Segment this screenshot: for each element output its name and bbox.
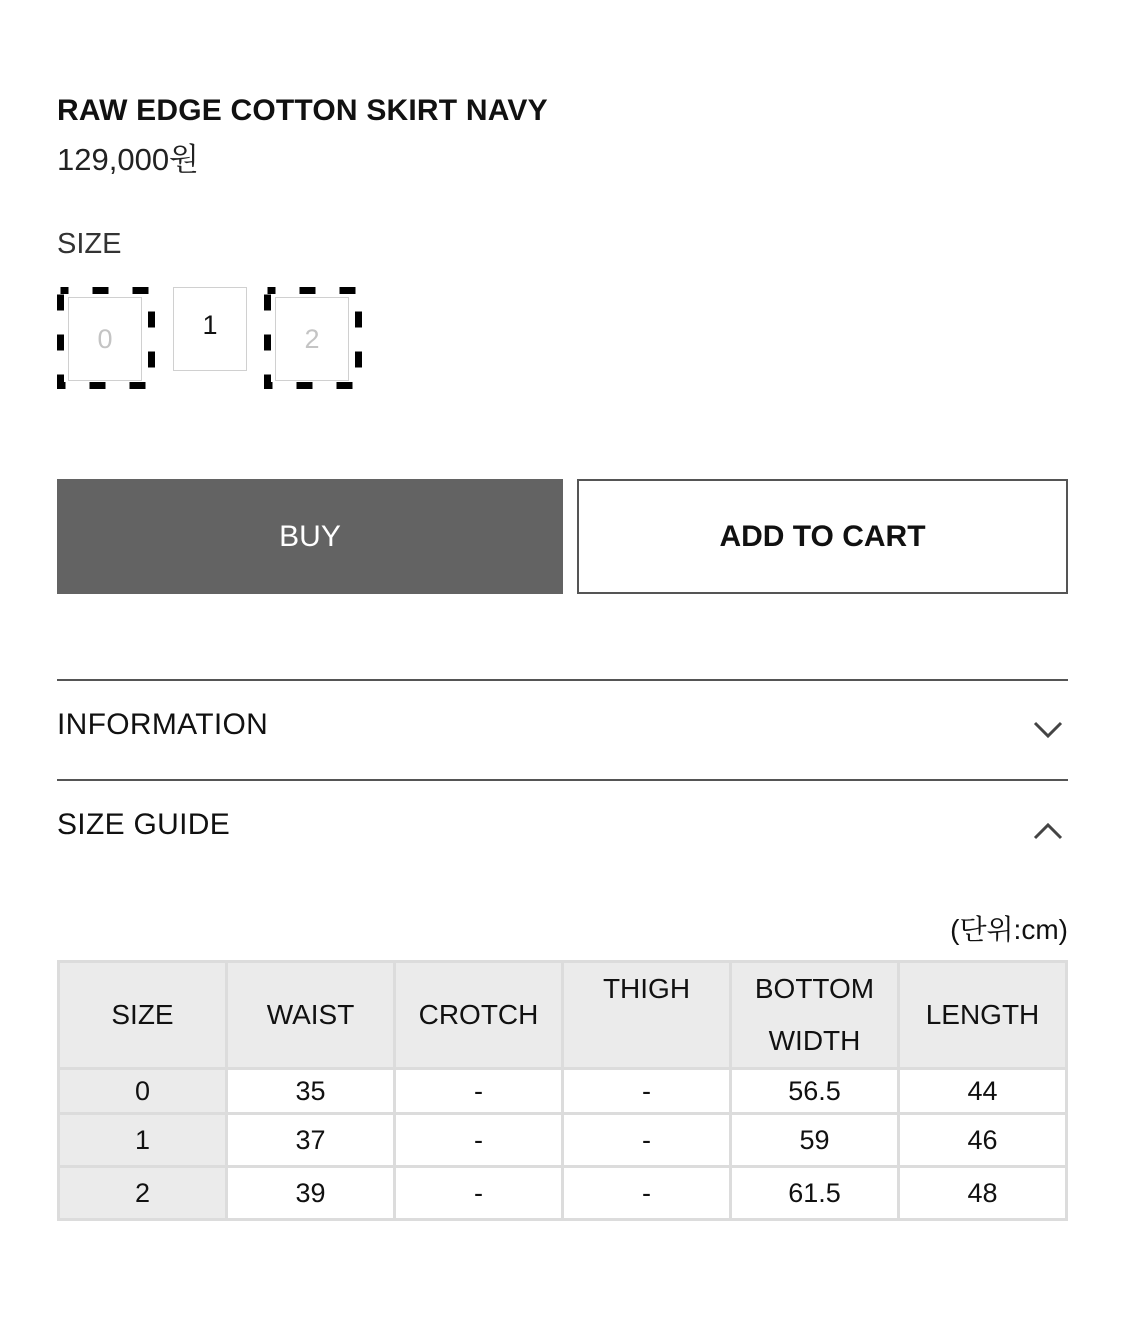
- accordion-information[interactable]: [57, 708, 1068, 798]
- column-header: CROTCH: [395, 962, 563, 1069]
- column-header-line: BOTTOM: [754, 973, 875, 1004]
- table-cell: -: [563, 1114, 731, 1167]
- table-header-row: [59, 962, 1067, 1069]
- unit-note: (단위:cm): [950, 914, 1068, 945]
- table-cell: 2: [59, 1167, 227, 1220]
- size-option-label: 0: [97, 323, 113, 354]
- column-header: THIGH: [563, 962, 731, 1069]
- chevron-down-icon: [1032, 718, 1064, 745]
- divider: [57, 779, 1068, 781]
- size-option-0[interactable]: [68, 297, 142, 381]
- table-cell: 61.5: [731, 1167, 899, 1220]
- table-row: [59, 1114, 1067, 1167]
- column-header: WAIST: [227, 962, 395, 1069]
- table-cell: 0: [59, 1069, 227, 1114]
- table-row: [59, 1167, 1067, 1220]
- column-header: LENGTH: [899, 962, 1067, 1069]
- size-option-label: 1: [202, 310, 218, 340]
- product-name: RAW EDGE COTTON SKIRT NAVY: [57, 94, 548, 127]
- column-header: [731, 962, 899, 1069]
- size-option-1[interactable]: [173, 287, 247, 371]
- size-selector-label: SIZE: [57, 228, 122, 260]
- add-to-cart-button[interactable]: ADD TO CART: [577, 479, 1068, 594]
- table-cell: 39: [227, 1167, 395, 1220]
- accordion-information-title: INFORMATION: [57, 708, 269, 741]
- size-option-label: 2: [304, 323, 320, 354]
- table-cell: -: [395, 1167, 563, 1220]
- table-cell: -: [395, 1114, 563, 1167]
- table-cell: -: [563, 1167, 731, 1220]
- column-header: SIZE: [59, 962, 227, 1069]
- size-guide-table: [57, 960, 1068, 1221]
- table-cell: 48: [899, 1167, 1067, 1220]
- table-cell: 59: [731, 1114, 899, 1167]
- buy-button[interactable]: BUY: [57, 479, 563, 594]
- table-cell: -: [563, 1069, 731, 1114]
- size-option-2[interactable]: [275, 297, 349, 381]
- table-cell: 1: [59, 1114, 227, 1167]
- table-cell: 35: [227, 1069, 395, 1114]
- table-row: [59, 1069, 1067, 1114]
- table-cell: 46: [899, 1114, 1067, 1167]
- accordion-size-guide[interactable]: [57, 808, 1068, 898]
- accordion-size-guide-title: SIZE GUIDE: [57, 808, 231, 841]
- chevron-up-icon: [1032, 820, 1064, 847]
- product-price: 129,000원: [57, 142, 200, 177]
- table-cell: 37: [227, 1114, 395, 1167]
- column-header-line: WIDTH: [768, 1025, 861, 1056]
- table-cell: 56.5: [731, 1069, 899, 1114]
- table-cell: 44: [899, 1069, 1067, 1114]
- table-cell: -: [395, 1069, 563, 1114]
- divider: [57, 679, 1068, 681]
